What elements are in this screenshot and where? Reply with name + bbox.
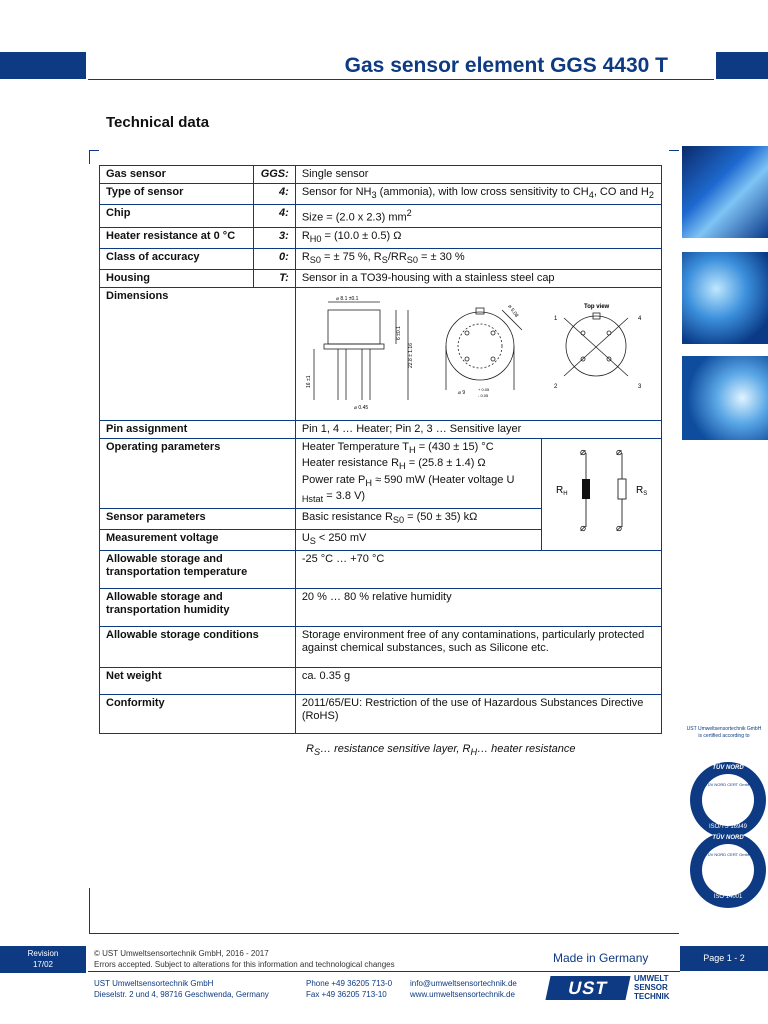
row-label: Chip <box>100 205 254 228</box>
bottom-view <box>446 308 522 393</box>
sensor-photo-1 <box>682 146 768 238</box>
dimensions-drawing-cell <box>295 288 661 421</box>
row-code: T: <box>254 270 295 288</box>
row-value: -25 °C … +70 °C <box>295 551 661 589</box>
made-in-germany: Made in Germany <box>553 951 649 965</box>
sensor-photo-3 <box>682 356 768 440</box>
rs-label: $R_S$ <box>635 485 647 498</box>
terminal: ⌀ <box>579 523 586 535</box>
dim-label: + 0.05 <box>477 387 490 393</box>
row-label: Class of accuracy <box>100 249 254 270</box>
table-row <box>100 627 662 668</box>
circuit-diagram <box>542 439 660 539</box>
table-row <box>100 205 662 228</box>
top-view <box>564 313 628 376</box>
pin-number: 2 <box>553 384 558 391</box>
footer-rule <box>88 971 680 972</box>
table-row <box>100 439 662 509</box>
contact-web <box>410 978 517 1000</box>
row-code: GGS: <box>254 166 295 184</box>
terminal: ⌀ <box>579 447 586 459</box>
revision-box: Revision 17/02 <box>0 946 86 973</box>
row-value: Size = (2.0 x 2.3) $mm^2$ <box>295 205 661 228</box>
certification-note: UST Umweltsensortechnik GmbH is certified according to <box>686 726 762 739</box>
contact-phone-fax: Phone +49 36205 713-0 Fax +49 36205 713-10 <box>306 979 393 999</box>
header-bar-left <box>0 52 86 79</box>
table-row <box>100 184 662 205</box>
circuit-lines <box>586 453 626 527</box>
row-value: 20 % … 80 % relative humidity <box>295 589 661 627</box>
row-label: Net weight <box>100 668 296 695</box>
frame-corner <box>89 150 90 164</box>
row-label: Housing <box>100 270 254 288</box>
row-label: Dimensions <box>100 288 296 421</box>
title-rule <box>88 79 714 80</box>
row-value: $U_S < 250$ mV <box>295 530 541 551</box>
frame-corner <box>89 150 99 151</box>
dim-label: ⌀ 9 <box>457 390 465 397</box>
dim-label: ⌀ 8.1 ±0.1 <box>335 296 359 303</box>
row-label: Allowable storage and transportation temperature <box>100 551 296 589</box>
frame-corner <box>669 150 679 151</box>
row-value: Heater Temperature $T_H = (430 \pm 15)$ °C Heater resistance $R_H = (25.8 \pm 1.4)$ Ω Power rate $P_H \approx 590$ mW (Heater voltage U $_{Hstat}$ = 3.8 V) <box>295 439 541 509</box>
row-value: $R_{S0}$ = ± 75 %, $R_S/RR_{S0}$ = ± 30 % <box>295 249 661 270</box>
top-view-label: Top view <box>583 304 610 311</box>
table-row <box>100 227 662 248</box>
row-value: $R_{H0} = (10.0 \pm 0.5)$ Ω <box>295 227 661 248</box>
pin-number: 1 <box>553 316 558 323</box>
row-label: Allowable storage and transportation humidity <box>100 589 296 627</box>
row-code: 3: <box>254 227 295 248</box>
table-row <box>100 589 662 627</box>
table-row <box>100 695 662 734</box>
side-view <box>314 302 408 400</box>
tuv-badge-iso-ts-16949: TÜV NORD TÜV NORD CERT GmbH ISO/TS 16949 <box>690 762 766 838</box>
row-label: Type of sensor <box>100 184 254 205</box>
footnote: $R_S\dots$ resistance sensitive layer, $R_H\dots$ heater resistance <box>306 743 576 758</box>
row-value: Sensor for $NH_3$ (ammonia), with low cross sensitivity to $CH_4$, CO and $H_2$ <box>295 184 661 205</box>
page-title: Gas sensor element GGS 4430 T <box>344 54 668 77</box>
row-label: Operating parameters <box>100 439 296 509</box>
row-label: Measurement voltage <box>100 530 296 551</box>
row-code: 0: <box>254 249 295 270</box>
logo-wordmark: UMWELT SENSOR TECHNIK <box>634 974 670 1001</box>
table-row <box>100 166 662 184</box>
row-value: ca. 0.35 g <box>295 668 661 695</box>
copyright-note: © UST Umweltsensortechnik GmbH, 2016 - 2017 Errors accepted. Subject to alterations for this information and technological changes <box>94 949 395 969</box>
heater-resistor <box>582 479 590 499</box>
table-row <box>100 270 662 288</box>
dim-label: 16 ±1 <box>305 375 312 389</box>
frame-rule <box>89 933 679 934</box>
dim-label: 6 ±0.1 <box>395 326 402 341</box>
row-value: Pin 1, 4 … Heater; Pin 2, 3 … Sensitive layer <box>295 421 661 439</box>
table-row <box>100 288 662 421</box>
dim-label: - 0.05 <box>477 393 489 399</box>
circuit-cell <box>541 439 661 551</box>
rh-label: $R_H$ <box>555 485 568 498</box>
section-title: Technical data <box>106 114 210 131</box>
frame-corner <box>89 888 90 934</box>
tuv-badge-iso-14001: TÜV NORD TÜV NORD CERT GmbH ISO 14001 <box>690 832 766 908</box>
page-number: Page 1 - 2 <box>680 946 768 971</box>
table-row <box>100 551 662 589</box>
sensor-photo-2 <box>682 252 768 344</box>
table-row <box>100 421 662 439</box>
row-label: Gas sensor <box>100 166 254 184</box>
row-code: 4: <box>254 205 295 228</box>
company-address: UST Umweltsensortechnik GmbH Dieselstr. 2 und 4, 98716 Geschwenda, Germany <box>94 979 269 999</box>
dim-label: ⌀ 0.45 <box>353 405 368 412</box>
row-value: Single sensor <box>295 166 661 184</box>
row-label: Sensor parameters <box>100 508 296 529</box>
row-value: 2011/65/EU: Restriction of the use of Hazardous Substances Directive (RoHS) <box>295 695 661 734</box>
row-label: Allowable storage conditions <box>100 627 296 668</box>
terminal: ⌀ <box>615 447 622 459</box>
pin-number: 4 <box>637 316 642 323</box>
row-label: Conformity <box>100 695 296 734</box>
dimensions-drawing <box>296 288 658 416</box>
row-value: Sensor in a TO39-housing with a stainless steel cap <box>295 270 661 288</box>
table-row <box>100 668 662 695</box>
row-value: Basic resistance $R_{S0} = (50 \pm 35)$ kΩ <box>295 508 541 529</box>
website-link[interactable]: www.umweltsensortechnik.de <box>410 990 515 999</box>
row-value: Storage environment free of any contaminations, particularly protected against chemical substances, such as Silicone etc. <box>295 627 661 668</box>
row-label: Pin assignment <box>100 421 296 439</box>
header-bar-right <box>716 52 768 79</box>
row-code: 4: <box>254 184 295 205</box>
dim-label: ⌀ 5.08 <box>506 303 520 319</box>
row-label: Heater resistance at 0 °C <box>100 227 254 248</box>
pin-number: 3 <box>637 384 642 391</box>
email-link[interactable]: info@umweltsensortechnik.de <box>410 979 517 988</box>
table-row <box>100 249 662 270</box>
ust-logo: UST <box>545 976 630 1000</box>
technical-data-table <box>99 165 662 734</box>
terminal: ⌀ <box>615 523 622 535</box>
dim-label: 22.8 ± 1.16 <box>407 343 414 369</box>
